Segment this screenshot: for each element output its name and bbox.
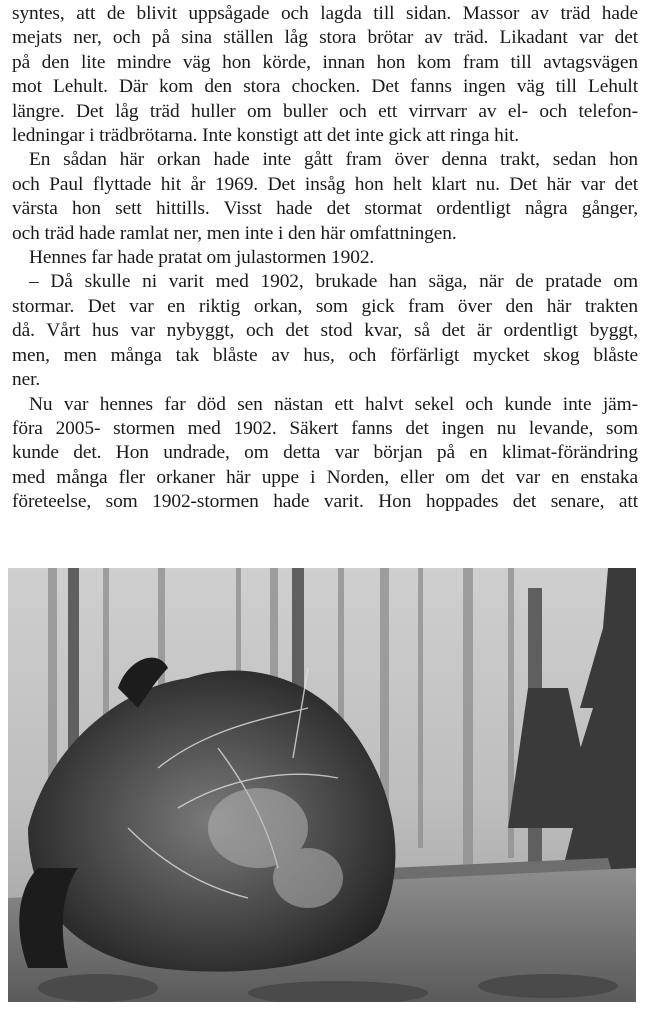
text-line: men, men många tak blåste av hus, och förfärligt mycket skog blåste — [12, 344, 638, 366]
text-line: ledningar i trädbrötarna. Inte konstigt att det inte gick att ringa hit. — [12, 125, 520, 147]
paragraph-1 — [12, 2, 638, 148]
paragraph-3 — [12, 246, 638, 270]
body-text — [12, 2, 638, 515]
storm-photo — [8, 568, 636, 1002]
text-line: mot Lehult. Där kom den stora chocken. Det fanns ingen väg till Lehult — [12, 76, 638, 98]
text-line: och träd hade ramlat ner, men inte i den här omfattningen. — [12, 222, 457, 244]
text-line: längre. Det låg träd huller om buller och ett virrvarr av el- och telefon- — [12, 100, 638, 122]
text-line: stormar. Det var en riktig orkan, som gick fram över den här trakten — [12, 295, 638, 317]
text-line: Hennes far hade pratat om julastormen 1902. — [29, 247, 375, 269]
text-line: – Då skulle ni varit med 1902, brukade han säga, när de pratade om — [29, 271, 638, 293]
text-line: kunde det. Hon undrade, om detta var början på en klimat-förändring — [12, 442, 638, 464]
text-line: Nu var hennes far död sen nästan ett halvt sekel och kunde inte jäm- — [29, 393, 638, 415]
text-line: värsta hon sett hittills. Visst hade det stormat ordentligt några gånger, — [12, 198, 638, 220]
text-line: företeelse, som 1902-stormen hade varit. Hon hoppades det senare, att — [12, 491, 638, 513]
paragraph-5 — [12, 393, 638, 515]
text-line: och Paul flyttade hit år 1969. Det insåg hon helt klart nu. Det här var det — [12, 173, 638, 195]
paragraph-2 — [12, 148, 638, 246]
text-line: med många fler orkaner här uppe i Norden, eller om det var en enstaka — [12, 466, 638, 488]
text-line: på den lite mindre väg hon körde, innan hon kom fram till avtagsvägen — [12, 51, 638, 73]
text-line: En sådan här orkan hade inte gått fram över denna trakt, sedan hon — [29, 149, 638, 171]
paragraph-4 — [12, 270, 638, 392]
text-line: ner. — [12, 369, 41, 391]
text-line: då. Vårt hus var nybyggt, och det stod kvar, så det är ordentligt byggt, — [12, 320, 638, 342]
text-line: mejats ner, och på sina ställen låg stora brötar av träd. Likadant var det — [12, 27, 638, 49]
text-line: syntes, att de blivit uppsågade och lagda till sidan. Massor av träd hade — [12, 3, 638, 24]
text-line: föra 2005- stormen med 1902. Säkert fanns det ingen nu levande, som — [12, 417, 638, 439]
uprooted-tree-image — [8, 568, 636, 1002]
